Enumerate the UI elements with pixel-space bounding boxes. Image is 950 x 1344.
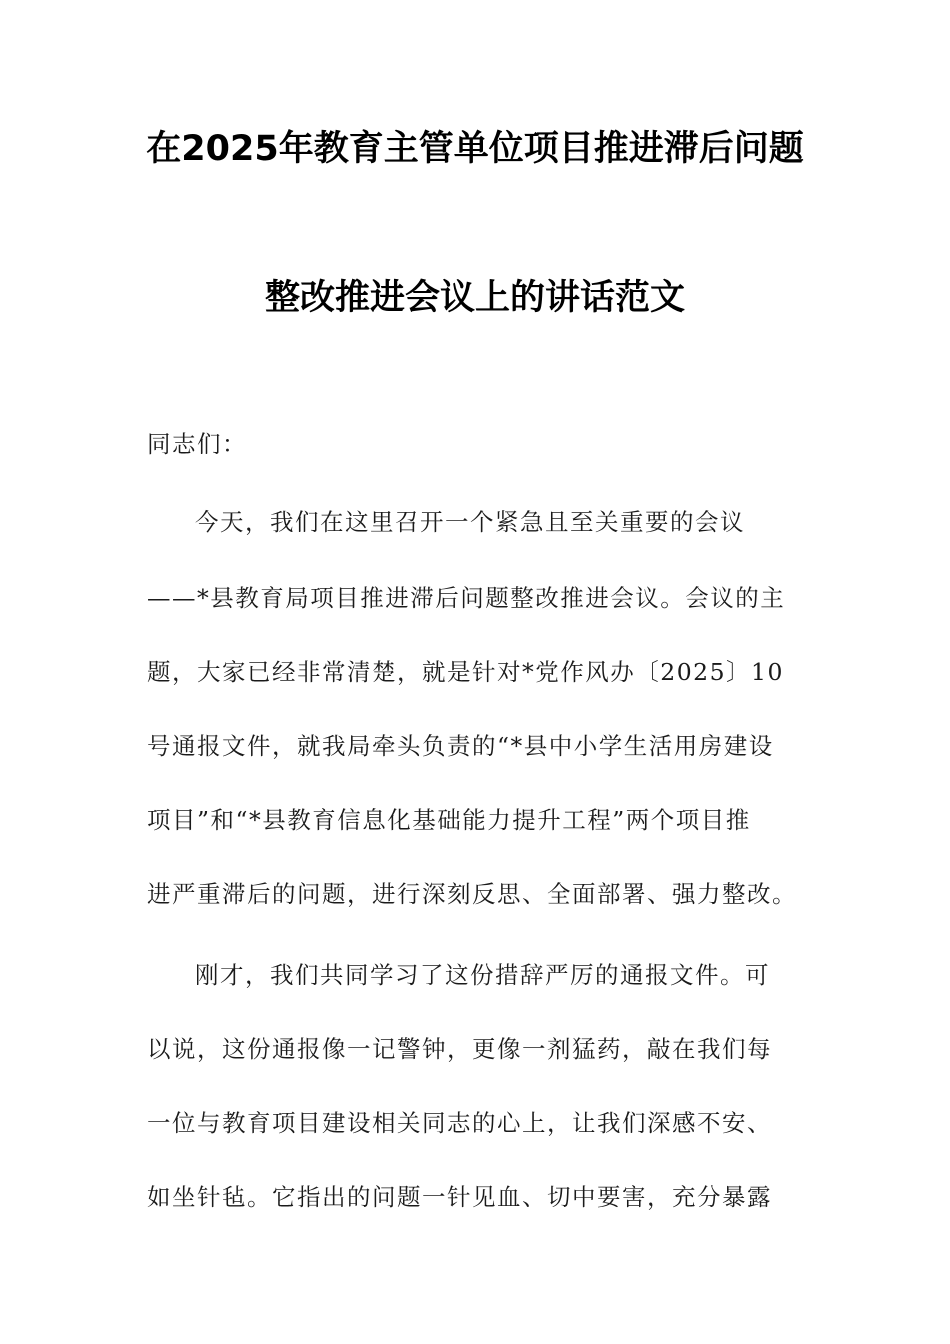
- paragraph-2-line-3: 一位与教育项目建设相关同志的心上，让我们深感不安、: [147, 1109, 772, 1137]
- document-title-line-1: 在2025年教育主管单位项目推进滞后问题: [146, 129, 804, 169]
- paragraph-1-line-3: 题，大家已经非常清楚，就是针对*党作风办〔2025〕10: [147, 658, 784, 686]
- paragraph-1-line-2: ——*县教育局项目推进滞后问题整改推进会议。会议的主: [147, 584, 786, 612]
- paragraph-1-line-4: 号通报文件，就我局牵头负责的“*县中小学生活用房建设: [147, 732, 774, 760]
- document-title-line-2: 整改推进会议上的讲话范文: [264, 278, 685, 318]
- salutation: 同志们：: [147, 430, 247, 458]
- paragraph-1-line-5: 项目”和“*县教育信息化基础能力提升工程”两个项目推: [147, 806, 751, 834]
- paragraph-2-line-1: 刚才，我们共同学习了这份措辞严厉的通报文件。可: [195, 961, 770, 989]
- paragraph-2-line-4: 如坐针毡。它指出的问题一针见血、切中要害，充分暴露: [147, 1183, 772, 1211]
- paragraph-1-line-1: 今天，我们在这里召开一个紧急且至关重要的会议: [195, 508, 745, 536]
- paragraph-2-line-2: 以说，这份通报像一记警钟，更像一剂猛药，敲在我们每: [147, 1035, 772, 1063]
- paragraph-1-line-6: 进严重滞后的问题，进行深刻反思、全面部署、强力整改。: [147, 880, 797, 908]
